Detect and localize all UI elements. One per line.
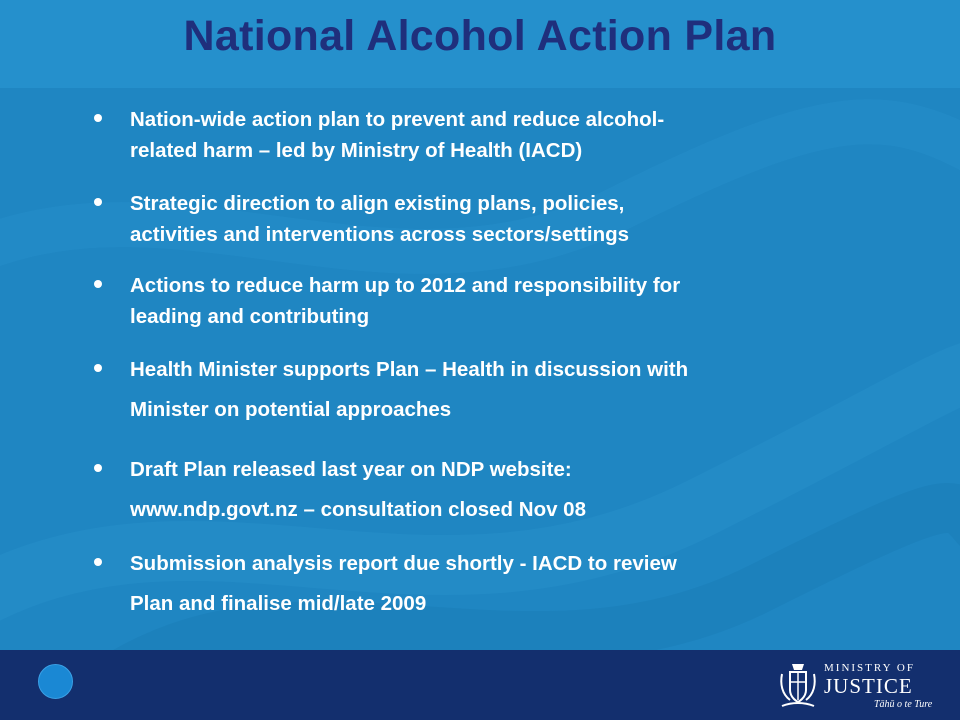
logo-line-ministry-of: MINISTRY OF [824, 662, 915, 674]
bullet-text: Health Minister supports Plan – Health in discussion with Minister on potential approaches [130, 358, 689, 421]
bullet-text: Draft Plan released last year on NDP website: www.ndp.govt.nz – consultation closed Nov 08 [130, 458, 586, 521]
bullet-text: Submission analysis report due shortly - IACD to review Plan and finalise mid/late 2009 [130, 552, 677, 615]
circle-button-icon[interactable] [38, 664, 73, 699]
bullet-dot [94, 280, 102, 288]
bullet-text: Actions to reduce harm up to 2012 and responsibility for leading and contributing [130, 274, 681, 328]
coat-of-arms-icon [778, 660, 818, 712]
logo-line-maori-name: Tāhū o te Ture [874, 699, 933, 710]
ministry-of-justice-logo [778, 658, 933, 714]
bullet-text: Strategic direction to align existing plans, policies, activities and interventions across sectors/settings [130, 192, 630, 246]
logo-line-justice: JUSTICE [824, 674, 913, 698]
bullet-text: Nation-wide action plan to prevent and reduce alcohol- related harm – led by Ministry of Health (IACD) [130, 108, 665, 162]
footer-band [0, 650, 960, 720]
header-band [0, 0, 960, 88]
bullet-dot [94, 364, 102, 372]
bullet-dot [94, 558, 102, 566]
bullet-dot [94, 198, 102, 206]
bullet-dot [94, 114, 102, 122]
slide-title: National Alcohol Action Plan [183, 12, 777, 60]
bullet-dot [94, 464, 102, 472]
